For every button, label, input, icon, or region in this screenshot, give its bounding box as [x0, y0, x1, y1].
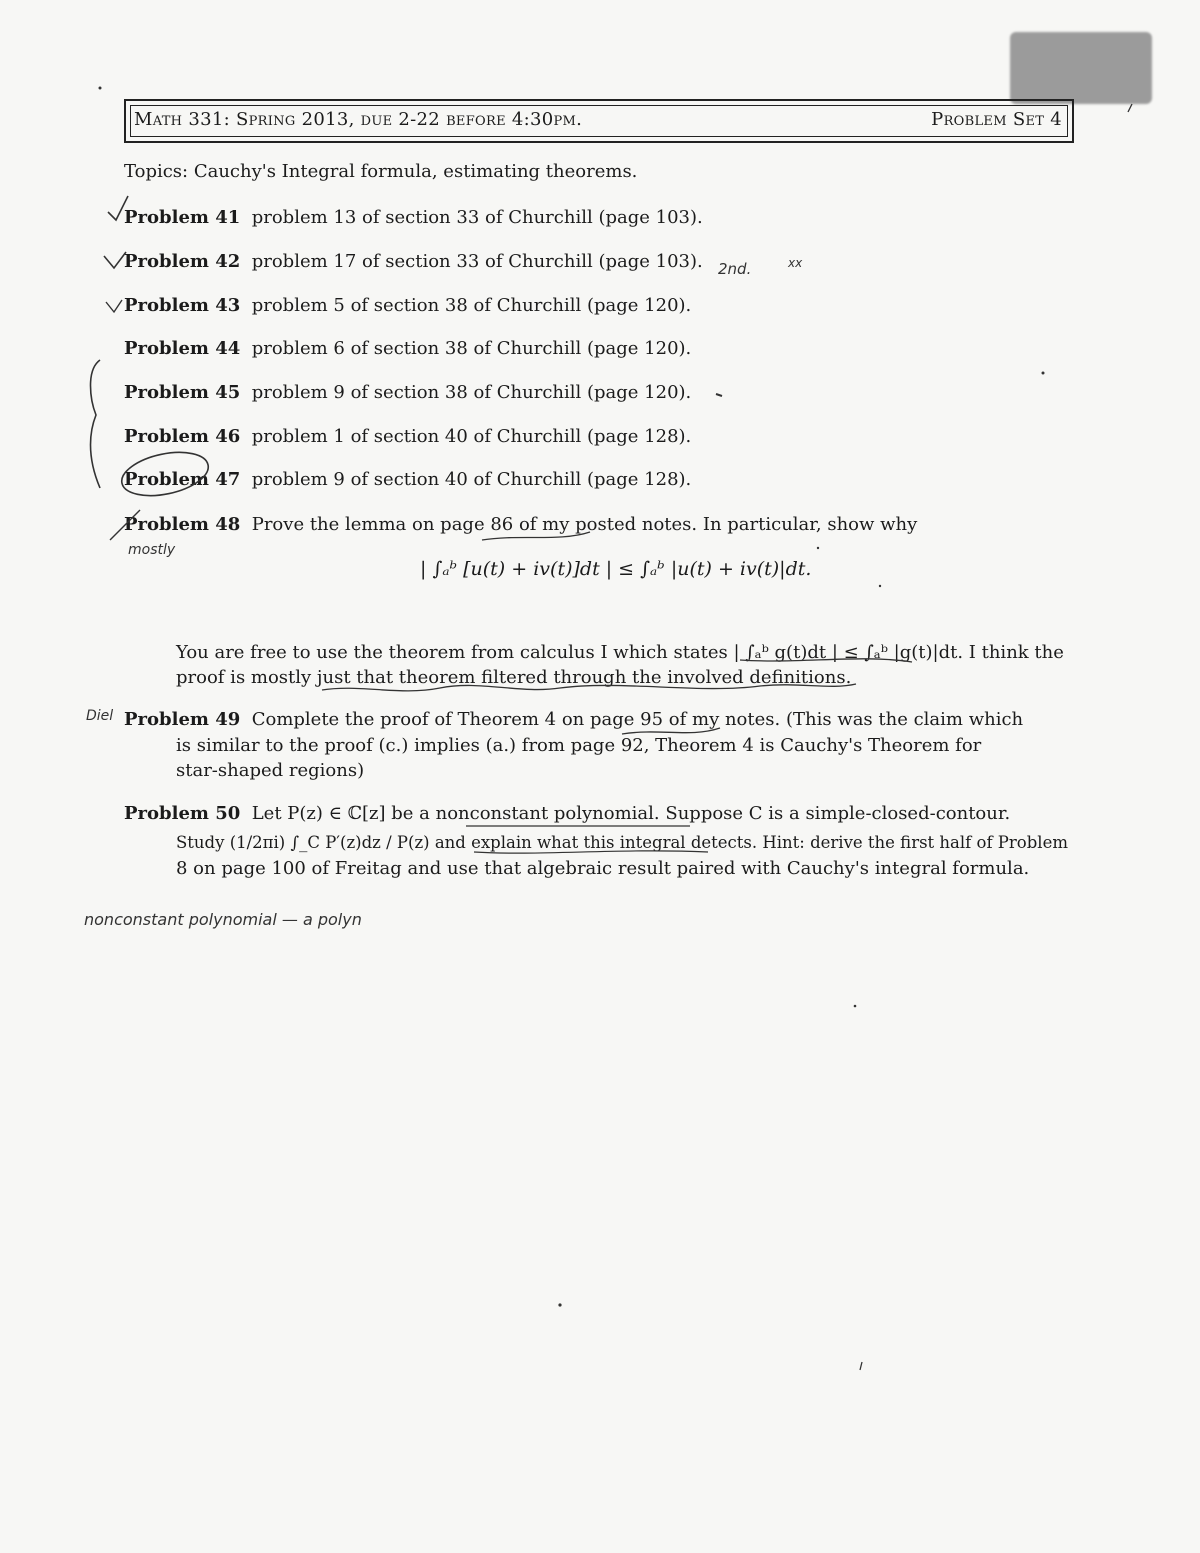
problem-text: Let P(z) ∈ ℂ[z] be a nonconstant polynomial. Suppose C is a simple-closed-contour.: [251, 803, 1011, 824]
stray-dot: [1042, 372, 1045, 375]
handwritten-bottom-note: nonconstant polynomial — a polyn: [84, 910, 362, 929]
circle-mark-47: [118, 445, 212, 502]
handwritten-note-xx: xx: [788, 256, 803, 270]
problem-label: Problem 44: [124, 338, 241, 359]
stray-dot: [879, 585, 881, 587]
wavy-underline-proof: [322, 684, 856, 691]
problem-label: Problem 46: [124, 426, 241, 447]
header-course-title: Math 331: Spring 2013, due 2-22 before 4:30pm.: [134, 109, 583, 130]
check-mark-42: [104, 252, 126, 268]
problem-label: Problem 45: [124, 382, 241, 403]
problem-label: Problem 42: [124, 251, 241, 272]
problem-text: problem 6 of section 38 of Churchill (page 120).: [251, 338, 692, 359]
problem-50-line-3: 8 on page 100 of Freitag and use that algebraic result paired with Cauchy's integral formula.: [176, 858, 1030, 879]
underline-detects: [474, 851, 708, 853]
handwritten-note-mostly: mostly: [128, 542, 176, 558]
problem-48-para-2: proof is mostly just that theorem filtered through the involved definitions.: [176, 667, 852, 688]
problem-text: problem 5 of section 38 of Churchill (page 120).: [251, 295, 692, 316]
problem-text: problem 1 of section 40 of Churchill (page 128).: [251, 426, 692, 447]
problem-text: Prove the lemma on page 86 of my posted notes. In particular, show why: [251, 514, 918, 535]
handwritten-note-2nd: 2nd.: [718, 260, 752, 278]
underline-95: [622, 728, 720, 734]
integral-inequality: | ∫ₐᵇ [u(t) + iv(t)]dt | ≤ ∫ₐᵇ |u(t) + iv(t)|dt.: [420, 558, 812, 580]
problem-text: problem 17 of section 33 of Churchill (page 103).: [251, 251, 703, 272]
problem-label: Problem 41: [124, 207, 241, 228]
header-problem-set: Problem Set 4: [931, 109, 1062, 130]
underline-86: [482, 532, 590, 540]
problem-49-line-2: is similar to the proof (c.) implies (a.) from page 92, Theorem 4 is Cauchy's Theorem for: [176, 735, 982, 756]
stray-dot: [99, 87, 102, 90]
problem-text: problem 13 of section 33 of Churchill (page 103).: [251, 207, 703, 228]
problem-label: Problem 49: [124, 709, 241, 730]
stray-dot: [854, 1005, 857, 1008]
problem-49-line-3: star-shaped regions): [176, 760, 365, 781]
stray-mark: [1128, 104, 1132, 112]
brace-mark: [91, 360, 101, 488]
stray-dot: [817, 547, 819, 549]
check-mark-41: [108, 196, 128, 220]
problem-text: problem 9 of section 40 of Churchill (page 128).: [251, 469, 692, 490]
stray-mark: [716, 394, 722, 396]
topics-line: Topics: Cauchy's Integral formula, estimating theorems.: [124, 161, 638, 182]
problem-text: problem 9 of section 38 of Churchill (page 120).: [251, 382, 692, 403]
check-mark-43: [106, 300, 122, 312]
slash-mark-48: [110, 510, 140, 540]
stray-dot: [558, 1303, 561, 1306]
problem-text: Complete the proof of Theorem 4 on page 95 of my notes. (This was the claim which: [251, 709, 1024, 730]
handwritten-note-49: Diel: [86, 708, 114, 724]
problem-50-line-2: Study (1/2πi) ∫_C P′(z)dz / P(z) and explain what this integral detects. Hint: derive the first half of Problem: [176, 833, 1068, 852]
problem-48-para-1: You are free to use the theorem from calculus I which states | ∫ₐᵇ g(t)dt | ≤ ∫ₐᵇ |g(t)|dt. I think the: [176, 642, 1064, 663]
problem-label: Problem 50: [124, 803, 241, 824]
problem-label: Problem 48: [124, 514, 241, 535]
problem-label: Problem 47: [124, 469, 241, 490]
stray-mark: [860, 1362, 862, 1370]
problem-label: Problem 43: [124, 295, 241, 316]
underline-calc: [740, 659, 912, 662]
